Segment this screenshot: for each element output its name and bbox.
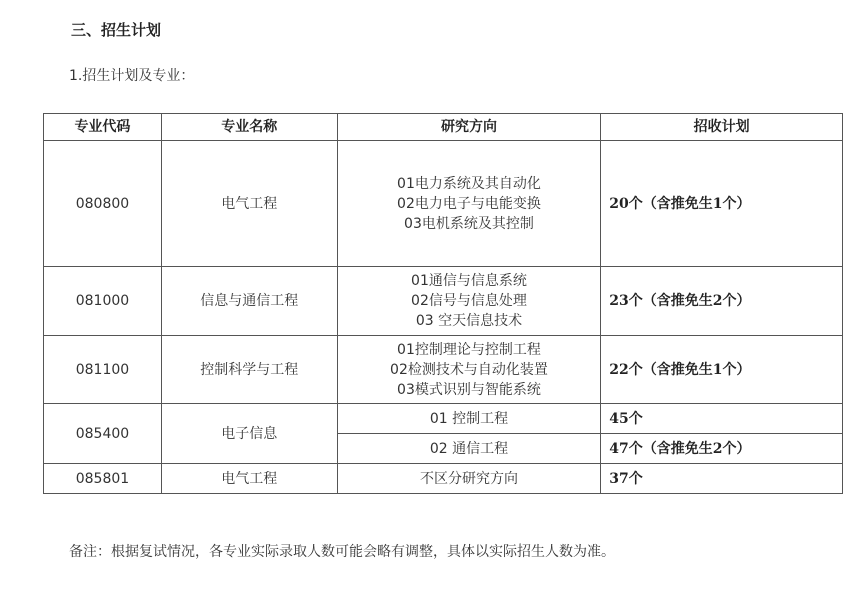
direction-item: 01通信与信息系统 (411, 273, 527, 289)
enrollment-plan: 20个（含推免生1个） (601, 141, 843, 267)
major-code: 081000 (44, 267, 162, 336)
table-row (44, 267, 843, 336)
direction-item: 02电力电子与电能变换 (397, 195, 541, 212)
direction-item: 03 空天信息技术 (415, 313, 523, 329)
remark-note: 备注：根据复试情况，各专业实际录取人数可能会略有调整，具体以实际招生人数为准。 (69, 544, 615, 560)
table-header-row (44, 114, 843, 141)
direction-item: 02检测技术与自动化装置 (390, 361, 548, 378)
major-code: 085400 (44, 404, 162, 464)
enrollment-plan: 45个 (601, 404, 843, 434)
major-name: 信息与通信工程 (161, 267, 337, 336)
table-row (44, 141, 843, 267)
header-name: 专业名称 (161, 114, 337, 141)
direction-item: 03模式识别与智能系统 (397, 381, 541, 398)
direction-item: 01控制理论与控制工程 (397, 341, 541, 358)
major-code: 080800 (44, 141, 162, 267)
research-direction: 不区分研究方向 (337, 464, 601, 494)
enrollment-plan: 22个（含推免生1个） (601, 336, 843, 404)
research-directions (337, 141, 601, 267)
section-title: 三、招生计划 (71, 21, 162, 39)
table-row (44, 336, 843, 404)
table-row (44, 464, 843, 494)
research-direction: 02 通信工程 (337, 434, 601, 464)
major-name: 电气工程 (161, 464, 337, 494)
sub-title: 1.招生计划及专业： (69, 68, 195, 84)
direction-item: 01电力系统及其自动化 (397, 175, 541, 192)
direction-item: 02信号与信息处理 (411, 293, 527, 309)
enrollment-plan: 23个（含推免生2个） (601, 267, 843, 336)
header-code: 专业代码 (44, 114, 162, 141)
header-direction: 研究方向 (337, 114, 601, 141)
research-directions (337, 336, 601, 404)
direction-item: 03电机系统及其控制 (404, 215, 534, 232)
major-code: 081100 (44, 336, 162, 404)
enrollment-plan-table (43, 113, 843, 494)
table-row (44, 404, 843, 434)
header-plan: 招收计划 (601, 114, 843, 141)
enrollment-plan: 47个（含推免生2个） (601, 434, 843, 464)
major-name: 电气工程 (161, 141, 337, 267)
research-direction: 01 控制工程 (337, 404, 601, 434)
major-code: 085801 (44, 464, 162, 494)
research-directions (337, 267, 601, 336)
major-name: 电子信息 (161, 404, 337, 464)
major-name: 控制科学与工程 (161, 336, 337, 404)
enrollment-plan: 37个 (601, 464, 843, 494)
